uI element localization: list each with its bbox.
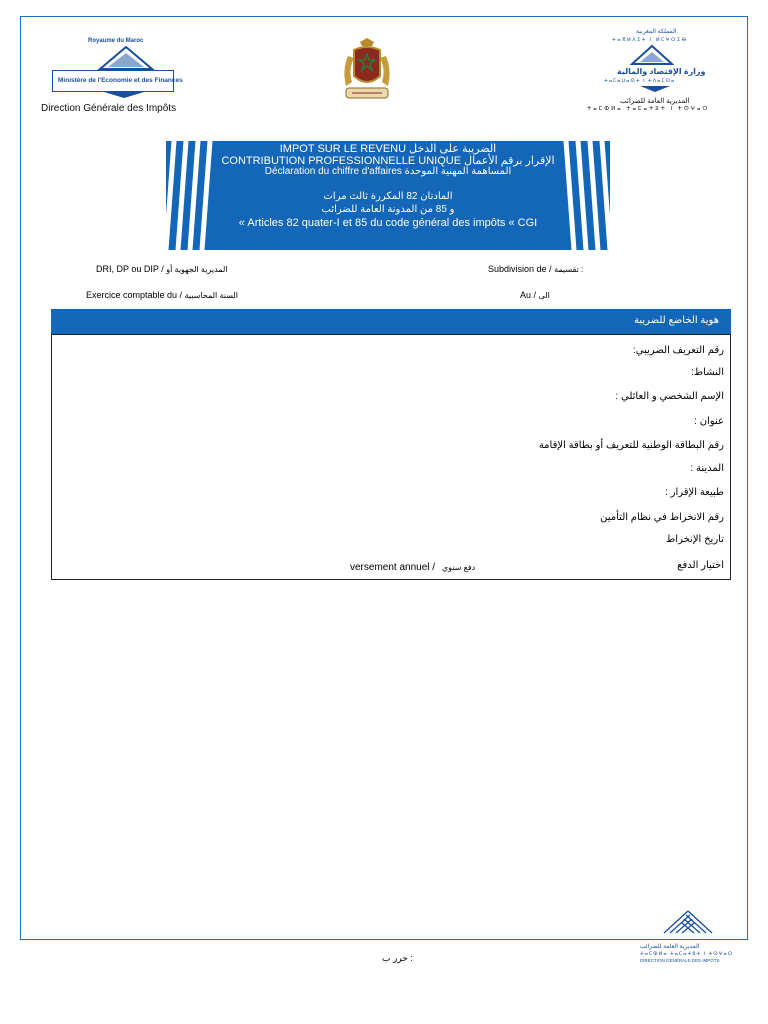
directorate-ar-label: المديرية العامة للضرائب (620, 98, 690, 105)
footer-logo-tifinagh: ⵜⴰⵎⵀⵍⴰ ⵜⴰⵎⴰⵜⵓⵜ ⵏ ⵜⵙⵖⴰⵔ (640, 951, 734, 957)
city-row: المدينة : (690, 463, 724, 474)
dgi-roof-logo-icon (96, 45, 156, 71)
enrollment-date-row: تاريخ الإنخراط (666, 534, 724, 545)
full-name-row: الإسم الشخصي و العائلي : (615, 391, 724, 402)
insurance-number-row: رقم الانخراط في نظام التأمين (600, 512, 724, 523)
ministry-ar-underline-icon (640, 86, 670, 92)
tax-id-row: رقم التعريف الضريبي: (632, 345, 724, 356)
payment-choice-row: اختيار الدفع (677, 560, 724, 571)
subdivision-field (488, 264, 583, 274)
dri-ar-label: المديرية الجهوية أو (166, 265, 228, 274)
banner-line-4: المادتان 82 المكررة ثالث مرات (323, 191, 453, 202)
subdivision-fr-label: Subdivision de / (488, 264, 552, 274)
au-field (520, 290, 550, 300)
drafted-at-label: حرر ب : (382, 953, 413, 963)
declaration-type-row: طبيعة الإقرار : (665, 487, 724, 498)
ministry-tifinagh-label: ⵜⴰⵎⴰⵡⴰⵙⵜ ⵏ ⵜⴷⴰⵎⵙⴰ (604, 78, 676, 84)
taxpayer-identity-box (51, 334, 731, 580)
ministry-label: Ministère de l'Economie et des Finances (58, 77, 183, 84)
ministry-underline-icon (104, 92, 144, 98)
au-fr-label: Au / (520, 290, 537, 300)
payment-ar-label: دفع سنوي (441, 563, 476, 572)
coat-of-arms-icon (338, 36, 396, 104)
banner-line-6: « Articles 82 quater-I et 85 du code général des impôts « CGI (238, 217, 538, 229)
dri-field (96, 264, 228, 274)
banner-line-3: Déclaration du chiffre d'affaires المساهمة المهنية الموحدة (264, 166, 512, 177)
exercice-fr-label: Exercice comptable du / (86, 290, 183, 300)
directorate-label: Direction Générale des Impôts (41, 103, 177, 114)
directorate-tifinagh-label: ⵜⴰⵎⵀⵍⴰ ⵜⴰⵎⴰⵜⵓⵜ ⵏ ⵜⵙⵖⴰⵔ (587, 106, 710, 112)
ministry-roof-logo-icon (630, 44, 674, 66)
exercice-field (86, 290, 238, 300)
au-ar-label: الى (538, 291, 550, 300)
subdivision-ar-label: تقسيمة : (554, 265, 584, 274)
footer-logo-fr: DIRECTION GÉNÉRALE DES IMPÔTS (640, 958, 720, 963)
exercice-ar-label: السنة المحاسبية (184, 291, 238, 300)
declaration-banner (166, 141, 610, 250)
payment-fr-label: versement annuel / (350, 562, 436, 573)
address-row: عنوان : (694, 416, 724, 427)
footer-logo-ar: المديرية العامة للضرائب (640, 944, 700, 950)
ministry-ar-label: وزارة الإقتصاد والمالية (617, 67, 706, 76)
dri-fr-label: DRI, DP ou DIP / (96, 264, 164, 274)
kingdom-tifinagh-label: ⵜⴰⴳⵍⴷⵉⵜ ⵏ ⵍⵎⵖⵔⵉⴱ (612, 37, 688, 43)
dgi-footer-logo-icon (656, 909, 720, 941)
taxpayer-identity-header (51, 309, 731, 334)
national-id-row: رقم البطاقة الوطنية للتعريف أو بطاقة الإقامة (538, 440, 724, 451)
section-title: هوية الخاضع للضريبة (634, 315, 719, 326)
banner-line-1: IMPOT SUR LE REVENU الضريبة على الدخل (279, 143, 497, 155)
kingdom-ar-label: المملكة المغربية (636, 29, 677, 35)
banner-line-5: و 85 من المدونة العامة للضرائب (321, 204, 455, 215)
activity-row: النشاط: (691, 367, 724, 378)
banner-line-2: CONTRIBUTION PROFESSIONNELLE UNIQUE الإقرار برقم الأعمال (221, 155, 555, 167)
kingdom-label: Royaume du Maroc (88, 38, 144, 44)
payment-option[interactable] (350, 562, 475, 573)
